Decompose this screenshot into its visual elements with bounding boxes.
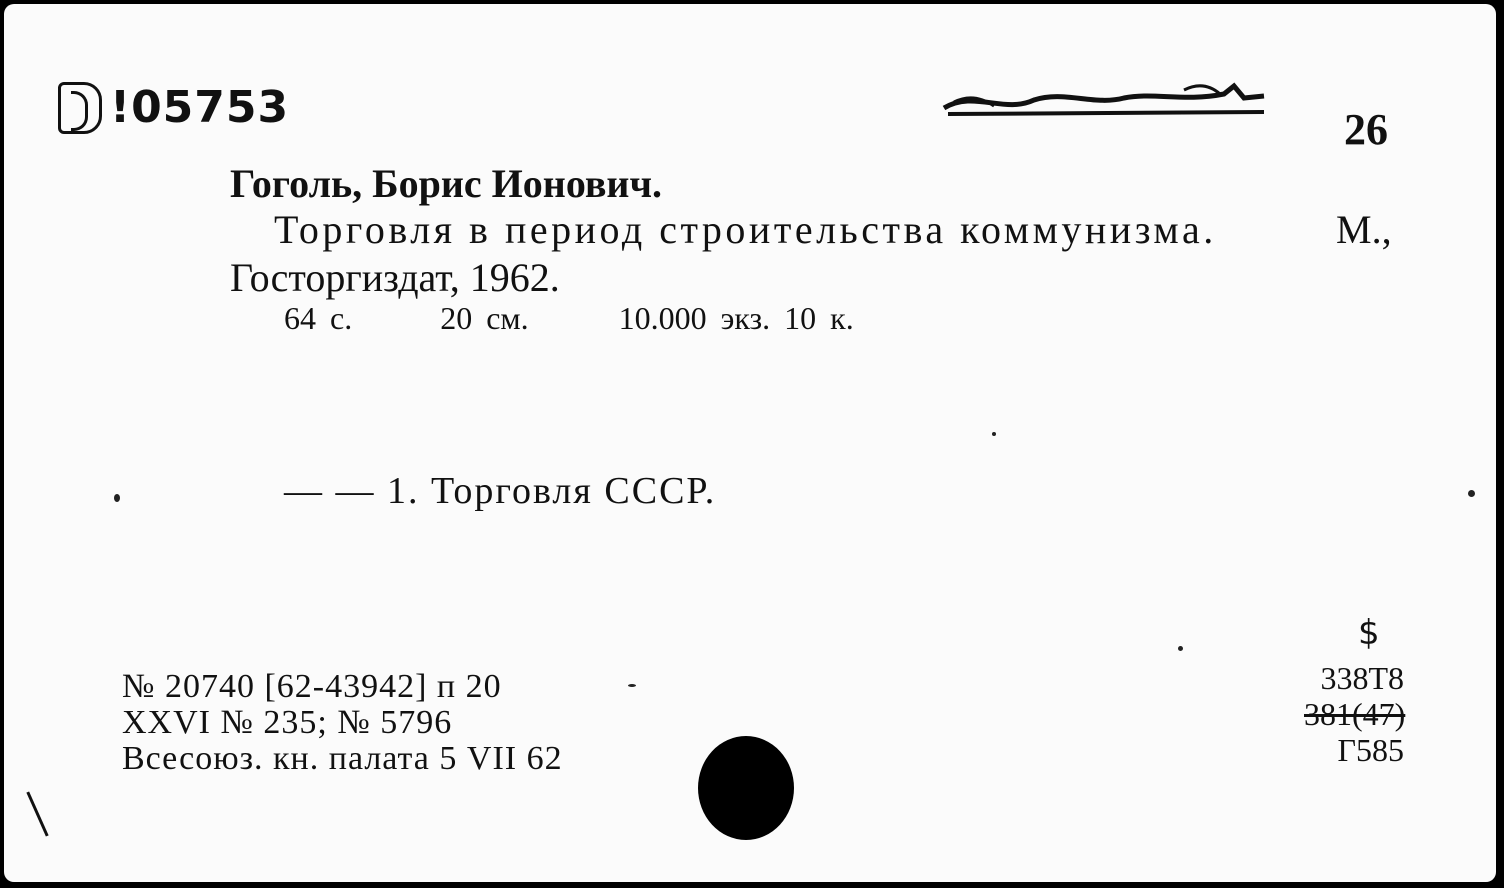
imprint-line-1: № 20740 [62-43942] п 20 [122, 668, 502, 705]
stamp-d-icon [58, 82, 102, 134]
publisher-year: Госторгиздат, 1962. [230, 255, 560, 300]
physical-description [284, 302, 854, 334]
subject-heading: — — 1. Торговля СССР. [284, 470, 717, 512]
book-title: Торговля в период строительства коммунизма. [274, 207, 1217, 252]
punch-hole [698, 736, 794, 840]
author-heading: Гоголь, Борис Ионович. [230, 161, 663, 206]
speck [992, 432, 996, 436]
classification-line-1: 338Т8 [1320, 660, 1404, 696]
classification-line-2: 381(47) [1304, 696, 1406, 732]
accession-number: !05753 [110, 82, 290, 133]
speck [628, 684, 636, 687]
speck [1468, 490, 1475, 497]
handwritten-scribble [934, 72, 1270, 124]
speck [114, 494, 120, 502]
publication-place: М., [1336, 207, 1392, 252]
imprint-line-2: XXVI № 235; № 5796 [122, 704, 453, 741]
card-number: 26 [1344, 105, 1388, 154]
page-count: 64 с. [284, 300, 353, 336]
speck [1178, 646, 1183, 651]
catalog-card [4, 4, 1496, 882]
classification-line-3: Г585 [1337, 732, 1404, 768]
book-size: 20 см. [440, 300, 529, 336]
print-run-price: 10.000 экз. 10 к. [618, 300, 854, 336]
pen-mark [26, 791, 48, 836]
accession-stamp [58, 80, 289, 136]
imprint-line-3: Всесоюз. кн. палата 5 VII 62 [122, 740, 563, 777]
classification-mark: $ [1358, 613, 1380, 653]
